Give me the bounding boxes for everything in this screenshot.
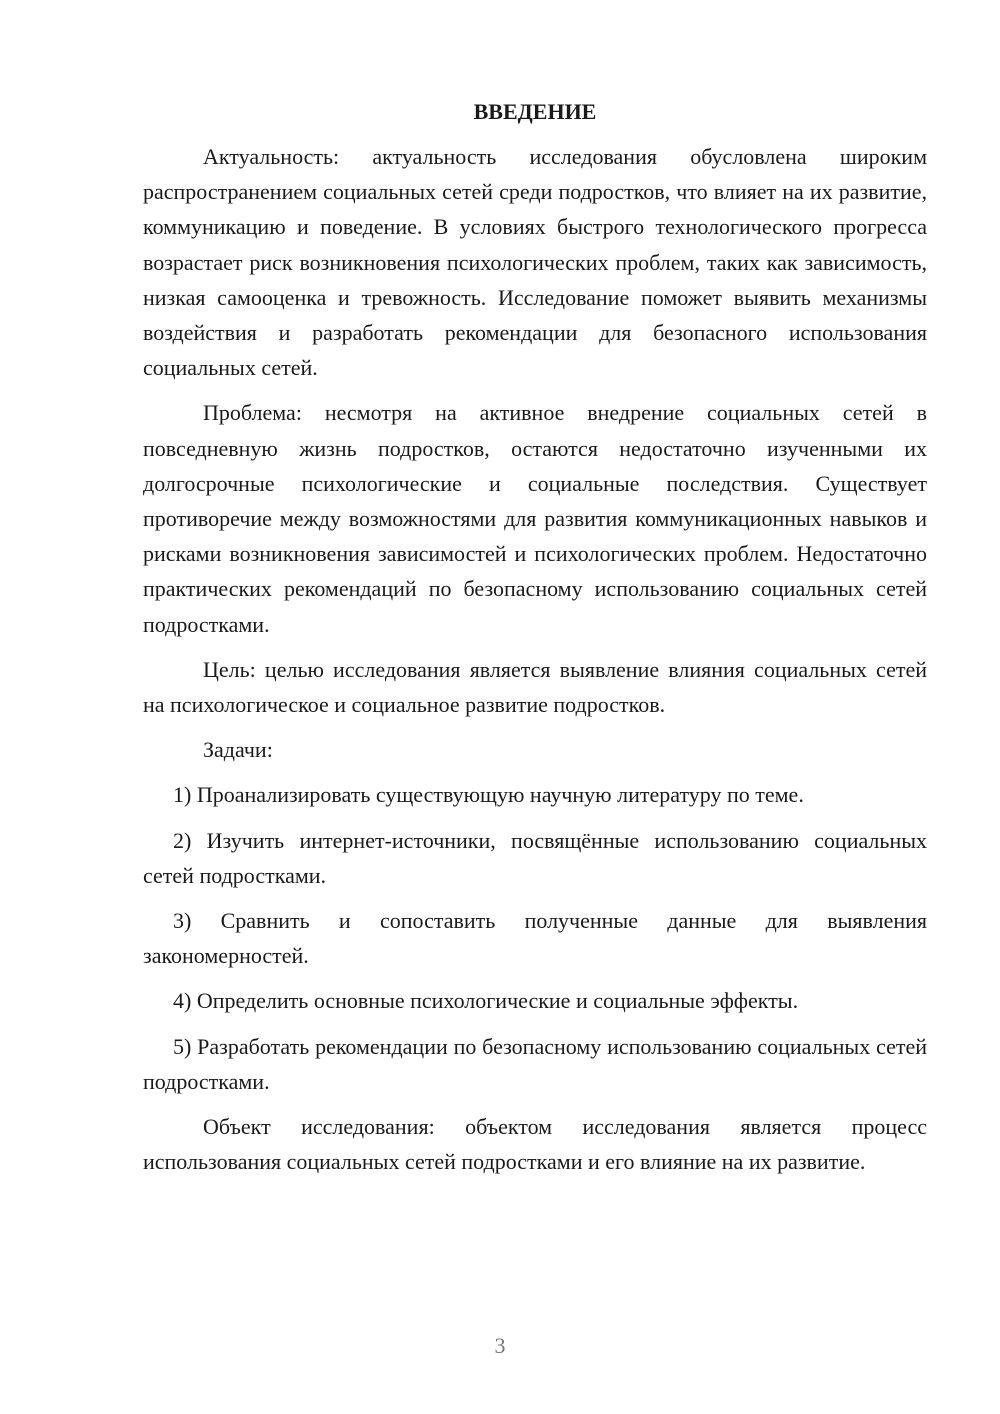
- object-paragraph: Объект исследования: объектом исследования является процесс использования социальных сетей подростками и его влияние на их развитие.: [143, 1114, 927, 1175]
- document-body: [143, 94, 927, 1189]
- task-item: 4) Определить основные психологические и социальные эффекты.: [173, 988, 799, 1014]
- tasks-heading: Задачи:: [203, 737, 273, 763]
- task-item: 3) Сравнить и сопоставить полученные данные для выявления закономерностей.: [143, 908, 927, 969]
- section-title: ВВЕДЕНИЕ: [473, 99, 597, 124]
- task-item: 1) Проанализировать существующую научную литературу по теме.: [173, 782, 804, 808]
- relevance-paragraph: Актуальность: актуальность исследования обусловлена широким распространением социальных сетей среди подростков, что влияет на их развитие, коммуникацию и поведение. В условиях быстрого технологического прогресса возрастает риск возникновения психологических проблем, таких как зависимость, низкая самооценка и тревожность. Исследование поможет выявить механизмы воздействия и разработать рекомендации для безопасного использования социальных сетей.: [143, 144, 927, 381]
- goal-paragraph: Цель: целью исследования является выявление влияния социальных сетей на психологическое и социальное развитие подростков.: [143, 656, 927, 718]
- task-item: 2) Изучить интернет-источники, посвящённые использованию социальных сетей подростками.: [143, 827, 927, 888]
- task-item: 5) Разработать рекомендации по безопасному использованию социальных сетей подростками.: [143, 1033, 927, 1094]
- page-number: 3: [494, 1333, 506, 1358]
- problem-paragraph: Проблема: несмотря на активное внедрение социальных сетей в повседневную жизнь подростков, остаются недостаточно изученными их долгосрочные психологические и социальные последствия. Существует противоречие между возможностями для развития коммуникационных навыков и рисками возникновения зависимостей и психологических проблем. Недостаточно практических рекомендаций по безопасному использованию социальных сетей подростками.: [143, 400, 927, 637]
